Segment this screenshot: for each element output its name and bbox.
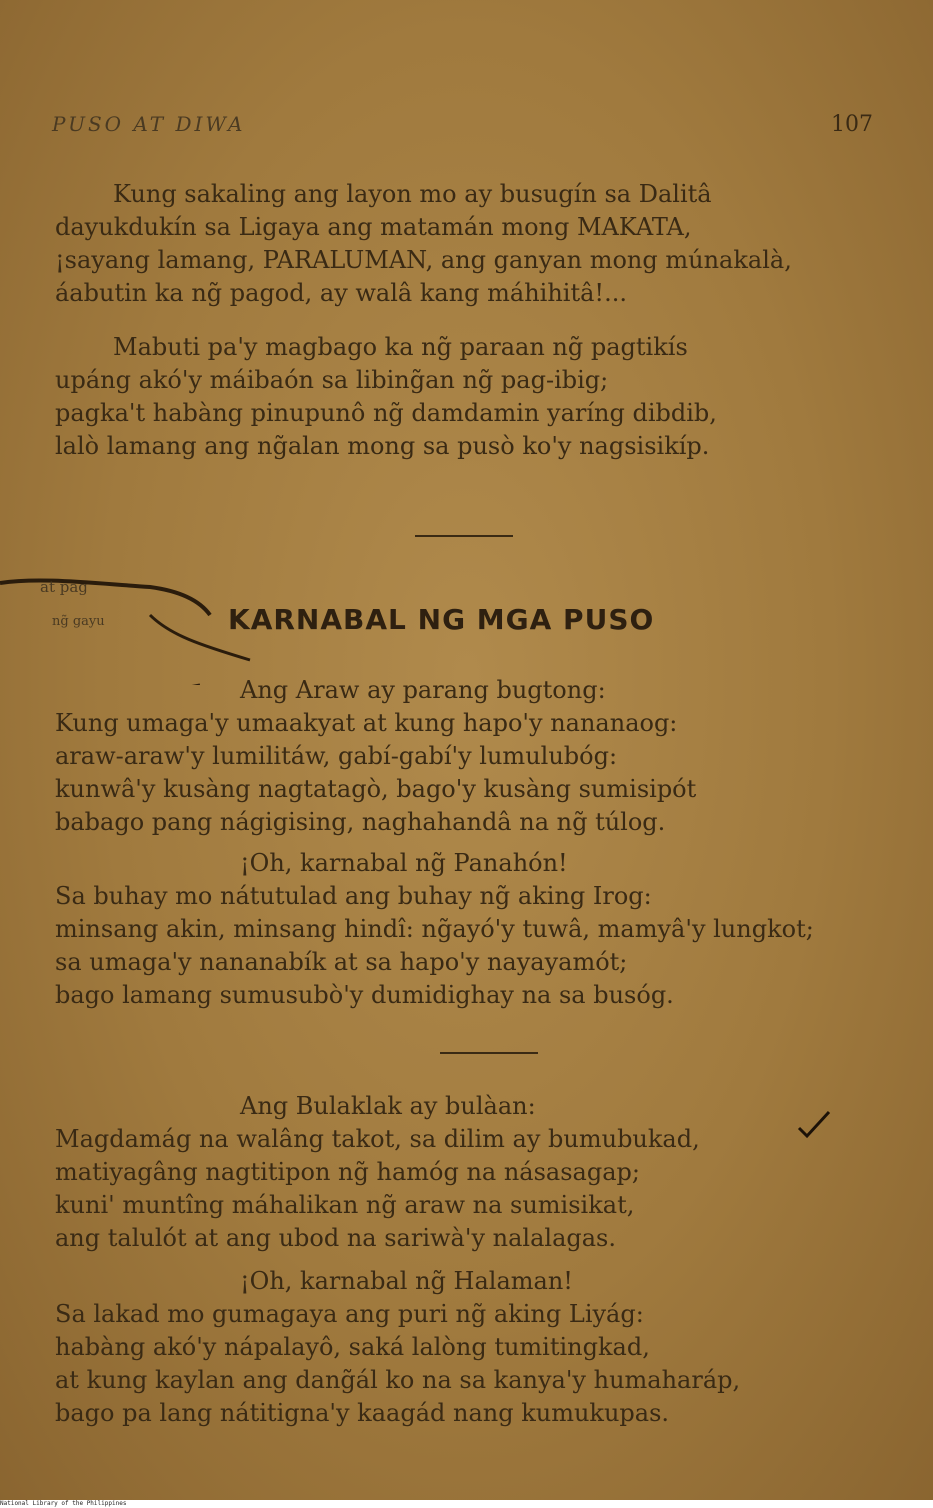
poem-line: habàng akó'y nápalayô, saká lalòng tumitingkad, bbox=[55, 1333, 650, 1361]
poem-line: Ang Bulaklak ay bulàan: bbox=[240, 1092, 536, 1120]
poem-line: ¡Oh, karnabal ng̃ Halaman! bbox=[240, 1267, 573, 1295]
poem-line: ang talulót at ang ubod na sariwà'y nalalagas. bbox=[55, 1224, 616, 1252]
margin-note-1: at pag bbox=[40, 578, 88, 596]
poem-line: ¡Oh, karnabal ng̃ Panahón! bbox=[240, 849, 568, 877]
poem-line: Kung umaga'y umaakyat at kung hapo'y nananaog: bbox=[55, 709, 678, 737]
section-divider bbox=[415, 535, 513, 537]
poem-line: upáng akó'y máibaón sa libing̃an ng̃ pag-ibig; bbox=[55, 366, 609, 394]
stanza-araw bbox=[55, 674, 895, 839]
poem-line: matiyagâng nagtitipon ng̃ hamóg na násasagap; bbox=[55, 1158, 640, 1186]
stanza-panahon bbox=[55, 847, 895, 1012]
poem-line: araw-araw'y lumilitáw, gabí-gabí'y lumulubóg: bbox=[55, 742, 618, 770]
poem-line: Sa buhay mo nátutulad ang buhay ng̃ aking Irog: bbox=[55, 882, 652, 910]
poem-line: pagka't habàng pinupunô ng̃ damdamin yaríng dibdib, bbox=[55, 399, 717, 427]
running-title: PUSO AT DIWA bbox=[52, 112, 246, 136]
footer-credit: National Library of the Philippines bbox=[0, 1500, 933, 1508]
poem-line: kunwâ'y kusàng nagtatagò, bago'y kusàng sumisipót bbox=[55, 775, 697, 803]
poem-line: ¡sayang lamang, PARALUMAN, ang ganyan mong múnakalà, bbox=[55, 246, 792, 274]
poem-line: Mabuti pa'y magbago ka ng̃ paraan ng̃ pagtikís bbox=[113, 333, 688, 361]
stanza-halaman bbox=[55, 1265, 895, 1430]
poem-line: lalò lamang ang ng̃alan mong sa pusò ko'y nagsisikíp. bbox=[55, 432, 710, 460]
poem-line: dayukdukín sa Ligaya ang matamán mong MAKATA, bbox=[55, 213, 692, 241]
section-divider bbox=[440, 1052, 538, 1054]
page-number: 107 bbox=[831, 112, 873, 137]
poem-line: babago pang nágigising, naghahandâ na ng̃ túlog. bbox=[55, 808, 666, 836]
poem-line: Magdamág na walâng takot, sa dilim ay bumubukad, bbox=[55, 1125, 700, 1153]
poem-line: sa umaga'y nananabík at sa hapo'y nayayamót; bbox=[55, 948, 628, 976]
poem-line: minsang akin, minsang hindî: ng̃ayó'y tuwâ, mamyâ'y lungkot; bbox=[55, 915, 814, 943]
stanza-top-1 bbox=[55, 178, 895, 310]
poem-line: bago pa lang nátitigna'y kaagád nang kumukupas. bbox=[55, 1399, 670, 1427]
checkmark-icon bbox=[795, 1110, 835, 1140]
poem-line: Kung sakaling ang layon mo ay busugín sa Dalitâ bbox=[113, 180, 712, 208]
poem-line: at kung kaylan ang dang̃ál ko na sa kanya'y humaharáp, bbox=[55, 1366, 741, 1394]
poem-line: bago lamang sumusubò'y dumidighay na sa busóg. bbox=[55, 981, 674, 1009]
margin-note-2: ng̃ gayu bbox=[52, 614, 105, 629]
stanza-top-2 bbox=[55, 331, 895, 463]
margin-stain bbox=[0, 565, 260, 685]
poem-line: Sa lakad mo gumagaya ang puri ng̃ aking Liyág: bbox=[55, 1300, 644, 1328]
poem-line: kuni' muntîng máhalikan ng̃ araw na sumisikat, bbox=[55, 1191, 635, 1219]
poem-line: Ang Araw ay parang bugtong: bbox=[240, 676, 606, 704]
page-header bbox=[52, 112, 873, 142]
stanza-bulaklak bbox=[55, 1090, 895, 1255]
poem-line: áabutin ka ng̃ pagod, ay walâ kang máhihitâ!... bbox=[55, 279, 627, 307]
section-title: KARNABAL NG MGA PUSO bbox=[228, 603, 655, 636]
